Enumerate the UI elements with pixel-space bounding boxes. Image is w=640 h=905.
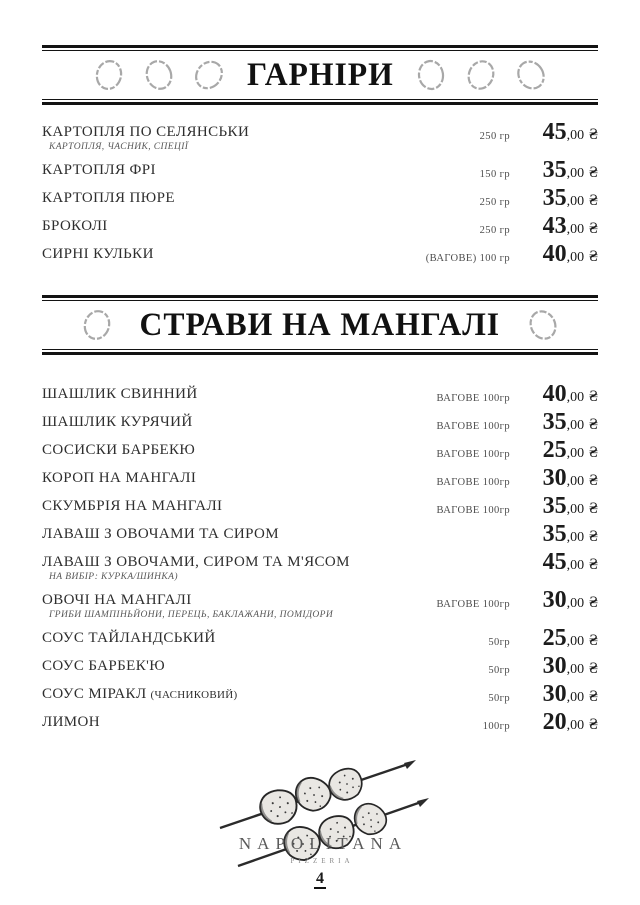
menu-item-pricing (436, 465, 598, 491)
menu-item-name: КАРТОПЛЯ ПО СЕЛЯНСЬКИ (42, 124, 250, 140)
menu-item-pricing (425, 241, 598, 267)
price-cents: ,00 (566, 222, 585, 237)
wreath-circle-icon (82, 308, 112, 342)
menu-item-name: ОВОЧІ НА МАНГАЛІ (42, 592, 192, 608)
hryvnia-currency-sign: ₴ (589, 248, 598, 265)
hryvnia-currency-sign: ₴ (589, 220, 598, 237)
price-whole: 35 (542, 185, 567, 211)
menu-item-row (42, 119, 598, 154)
menu-item-row (42, 709, 598, 735)
menu-item-weight: 250 гр (479, 197, 510, 208)
menu-item-weight: ВАГОВЕ 100гр (436, 505, 510, 516)
menu-item-row (42, 409, 598, 435)
menu-item-weight: 50гр (488, 693, 510, 704)
menu-item-row (42, 493, 598, 519)
price-whole: 45 (542, 119, 567, 145)
hryvnia-currency-sign: ₴ (589, 632, 598, 649)
menu-item-weight: 100гр (482, 721, 510, 732)
menu-item-name: КАРТОПЛЯ ФРІ (42, 162, 156, 178)
price-cents: ,00 (566, 166, 585, 181)
menu-item-weight: 50гр (488, 637, 510, 648)
menu-item-row (42, 587, 598, 622)
section-list-garniry (42, 119, 598, 267)
menu-item-description: ГРИБИ ШАМПІНЬЙОНИ, ПЕРЕЦЬ, БАКЛАЖАНИ, ПОМІДОРИ (49, 610, 334, 620)
menu-item-description: НА ВИБІР: КУРКА/ШИНКА) (49, 572, 178, 582)
menu-item-info (42, 188, 175, 207)
menu-item-pricing (436, 381, 598, 407)
menu-item-name: СИРНІ КУЛЬКИ (42, 246, 154, 262)
hryvnia-currency-sign: ₴ (589, 164, 598, 181)
brand-logo: NAPOLITANA (238, 834, 408, 853)
menu-item-weight: ВАГОВЕ 100гр (436, 421, 510, 432)
price-cents: ,00 (566, 558, 585, 573)
menu-item-price (510, 185, 598, 211)
menu-item-note: (ЧАСНИКОВИЙ) (150, 689, 238, 701)
price-cents: ,00 (566, 634, 585, 649)
price-whole: 30 (542, 653, 567, 679)
menu-item-name: СОУС ТАЙЛАНДСЬКИЙ (42, 630, 216, 646)
menu-item-price (510, 653, 598, 679)
menu-item-info (42, 412, 193, 431)
hryvnia-currency-sign: ₴ (589, 528, 598, 545)
menu-item-name: СОУС БАРБЕК'Ю (42, 658, 166, 674)
menu-item-row (42, 241, 598, 267)
menu-item-price (510, 409, 598, 435)
price-whole: 43 (542, 213, 567, 239)
menu-item-weight: (ВАГОВЕ) 100 гр (425, 253, 510, 264)
brand-subtitle: PIZZERIA (290, 857, 354, 865)
menu-item-price (510, 549, 598, 575)
price-whole: 45 (542, 549, 567, 575)
menu-item-price (510, 493, 598, 519)
price-cents: ,00 (566, 446, 585, 461)
menu-item-pricing (488, 653, 598, 679)
section-header-garniry (42, 45, 598, 105)
menu-item-row (42, 437, 598, 463)
menu-item-name: БРОКОЛІ (42, 218, 108, 234)
section-title: ГАРНІРИ (246, 56, 394, 93)
menu-item-name: СОУС МІРАКЛ (42, 686, 147, 702)
menu-item-price (510, 521, 598, 547)
menu-item-info (42, 496, 222, 515)
price-whole: 30 (542, 681, 567, 707)
header-bottom-rule (42, 349, 598, 355)
price-whole: 30 (542, 587, 567, 613)
wreath-circle-icon (416, 58, 446, 92)
menu-item-info (42, 524, 279, 543)
hryvnia-currency-sign: ₴ (589, 192, 598, 209)
menu-item-weight: ВАГОВЕ 100гр (436, 449, 510, 460)
price-cents: ,00 (566, 502, 585, 517)
menu-item-pricing (479, 157, 598, 183)
section-header-mangal (42, 295, 598, 355)
price-cents: ,00 (566, 690, 585, 705)
menu-item-row (42, 157, 598, 183)
menu-item-info (42, 628, 216, 647)
menu-item-pricing (510, 521, 598, 547)
menu-item-price (510, 119, 598, 145)
menu-item-weight: 150 гр (479, 169, 510, 180)
hryvnia-currency-sign: ₴ (589, 688, 598, 705)
menu-item-price (510, 213, 598, 239)
price-cents: ,00 (566, 250, 585, 265)
price-whole: 35 (542, 521, 567, 547)
menu-item-price (510, 465, 598, 491)
menu-item-price (510, 709, 598, 735)
price-whole: 30 (542, 465, 567, 491)
menu-item-name: ШАШЛИК СВИННИЙ (42, 386, 198, 402)
price-whole: 25 (542, 625, 567, 651)
menu-item-row (42, 549, 598, 584)
hryvnia-currency-sign: ₴ (589, 556, 598, 573)
menu-item-weight: ВАГОВЕ 100гр (436, 599, 510, 610)
header-bottom-rule (42, 99, 598, 105)
hryvnia-currency-sign: ₴ (589, 126, 598, 143)
hryvnia-currency-sign: ₴ (589, 660, 598, 677)
menu-item-name: КОРОП НА МАНГАЛІ (42, 470, 197, 486)
hryvnia-currency-sign: ₴ (589, 716, 598, 733)
menu-item-weight: 50гр (488, 665, 510, 676)
wreath-circle-icon (466, 58, 496, 92)
menu-item-pricing (488, 625, 598, 651)
price-cents: ,00 (566, 194, 585, 209)
menu-item-row (42, 681, 598, 707)
menu-item-description: КАРТОПЛЯ, ЧАСНИК, СПЕЦІЇ (49, 142, 189, 152)
menu-item-price (510, 625, 598, 651)
hryvnia-currency-sign: ₴ (589, 500, 598, 517)
menu-item-pricing (436, 587, 598, 613)
menu-item-pricing (488, 681, 598, 707)
menu-item-info (42, 216, 108, 235)
price-cents: ,00 (566, 596, 585, 611)
price-whole: 35 (542, 157, 567, 183)
price-cents: ,00 (566, 418, 585, 433)
menu-item-pricing (436, 493, 598, 519)
menu-item-row (42, 521, 598, 547)
menu-item-price (510, 381, 598, 407)
menu-item-price (510, 157, 598, 183)
menu-item-name: КАРТОПЛЯ ПЮРЕ (42, 190, 175, 206)
menu-item-price (510, 587, 598, 613)
menu-item-price (510, 241, 598, 267)
menu-item-info (42, 384, 198, 403)
menu-item-info (42, 440, 195, 459)
menu-item-info (42, 160, 156, 179)
menu-item-weight: ВАГОВЕ 100гр (436, 477, 510, 488)
section-list-mangal (42, 381, 598, 735)
price-whole: 35 (542, 409, 567, 435)
menu-item-info (42, 552, 350, 584)
menu-item-info (42, 590, 333, 622)
menu-item-row (42, 185, 598, 211)
menu-item-pricing (510, 549, 598, 575)
header-body (42, 301, 598, 349)
price-cents: ,00 (566, 530, 585, 545)
price-whole: 20 (542, 709, 567, 735)
price-cents: ,00 (566, 662, 585, 677)
hryvnia-currency-sign: ₴ (589, 594, 598, 611)
menu-item-price (510, 437, 598, 463)
menu-item-pricing (479, 185, 598, 211)
price-whole: 25 (542, 437, 567, 463)
section-title: СТРАВИ НА МАНГАЛІ (139, 306, 501, 343)
page-number: 4 (316, 870, 324, 887)
menu-item-info (42, 712, 100, 731)
price-cents: ,00 (566, 390, 585, 405)
menu-item-pricing (479, 119, 598, 145)
menu-item-info (42, 684, 237, 703)
hryvnia-currency-sign: ₴ (589, 472, 598, 489)
menu-item-pricing (482, 709, 598, 735)
menu-item-name: СОСИСКИ БАРБЕКЮ (42, 442, 196, 458)
menu-item-name: ШАШЛИК КУРЯЧИЙ (42, 414, 193, 430)
menu-item-info (42, 244, 154, 263)
menu-item-info (42, 122, 249, 154)
price-whole: 35 (542, 493, 567, 519)
menu-item-name: СКУМБРІЯ НА МАНГАЛІ (42, 498, 223, 514)
price-whole: 40 (542, 381, 567, 407)
menu-item-row (42, 381, 598, 407)
price-cents: ,00 (566, 128, 585, 143)
menu-item-info (42, 656, 165, 675)
price-whole: 40 (542, 241, 567, 267)
menu-item-row (42, 465, 598, 491)
wreath-circle-icon (94, 58, 124, 92)
wreath-circle-icon (528, 308, 558, 342)
header-body (42, 51, 598, 99)
price-cents: ,00 (566, 718, 585, 733)
menu-item-row (42, 653, 598, 679)
menu-item-info (42, 468, 196, 487)
hryvnia-currency-sign: ₴ (589, 444, 598, 461)
menu-item-weight: 250 гр (479, 225, 510, 236)
menu-item-name: ЛАВАШ З ОВОЧАМИ ТА СИРОМ (42, 526, 279, 542)
page-footer (0, 834, 640, 889)
menu-item-row (42, 625, 598, 651)
wreath-circle-icon (194, 58, 224, 92)
menu-item-pricing (436, 409, 598, 435)
menu-item-name: ЛИМОН (42, 714, 101, 730)
menu-item-name: ЛАВАШ З ОВОЧАМИ, СИРОМ ТА М'ЯСОМ (42, 554, 350, 570)
wreath-circle-icon (516, 58, 546, 92)
menu-item-pricing (436, 437, 598, 463)
hryvnia-currency-sign: ₴ (589, 388, 598, 405)
price-cents: ,00 (566, 474, 585, 489)
menu-item-weight: ВАГОВЕ 100гр (436, 393, 510, 404)
wreath-circle-icon (144, 58, 174, 92)
menu-item-pricing (479, 213, 598, 239)
hryvnia-currency-sign: ₴ (589, 416, 598, 433)
menu-item-row (42, 213, 598, 239)
menu-item-price (510, 681, 598, 707)
menu-item-weight: 250 гр (479, 131, 510, 142)
